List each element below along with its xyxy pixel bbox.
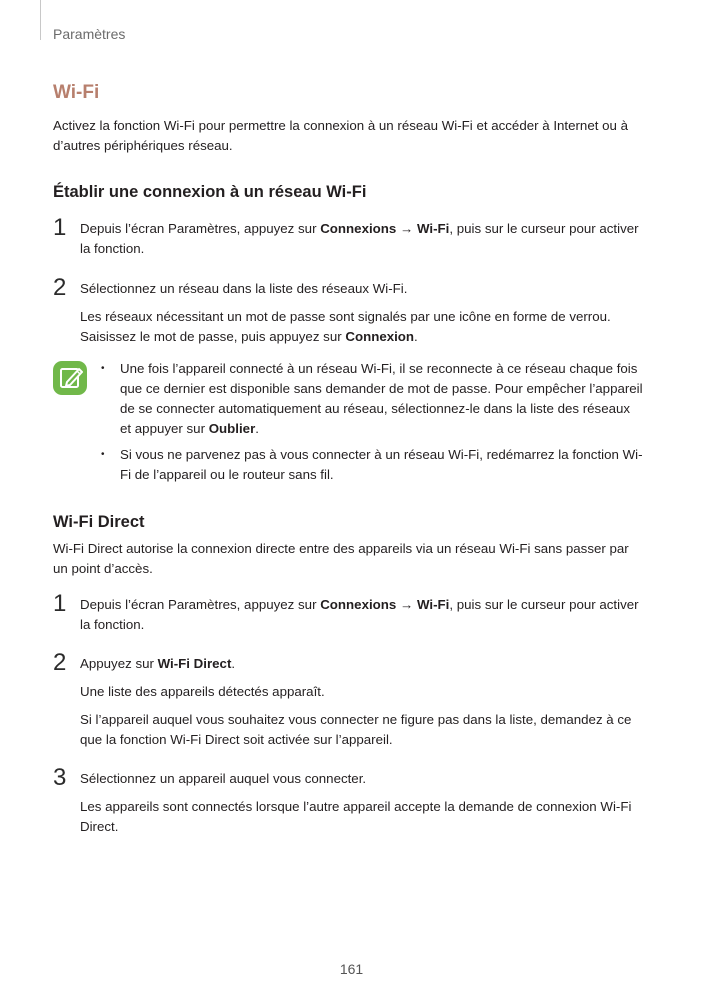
page-content [53,82,643,837]
arrow-symbol: → [396,221,417,236]
step-text-part: Depuis l’écran Paramètres, appuyez sur [80,597,321,612]
note-text: . [255,421,259,436]
menu-path-connexions: Connexions [320,597,397,612]
step-number: 2 [53,274,67,301]
connect-step-1 [53,214,643,259]
step-text-part: . [231,656,236,671]
direct-step-1 [53,590,643,635]
step-text [80,219,643,259]
step-text-part: , puis sur le curseur pour activer la fonction. [80,597,639,632]
note-text: Si vous ne parvenez pas à vous connecter à un réseau Wi-Fi, redémarrez la fonction Wi-Fi de l’appareil ou le routeur sans fil. [120,447,643,482]
step-text [80,595,643,635]
wifi-direct-intro: Wi-Fi Direct autorise la connexion directe entre des appareils via un réseau Wi-Fi sans passer par un point d’accès. [53,541,629,576]
step-text-part: Depuis l’écran Paramètres, appuyez sur [80,221,321,236]
bullet: • [101,363,105,374]
step-number: 2 [53,649,67,676]
button-name-oublier: Oublier [208,421,256,436]
section-intro: Activez la fonction Wi-Fi pour permettre la connexion à un réseau Wi-Fi et accéder à Internet ou à d’autres périphériques réseau. [53,118,628,153]
note-item [101,445,643,485]
step-detail [80,307,643,347]
note-box [53,359,643,485]
step-detail: Une liste des appareils détectés apparaît. [80,684,325,699]
connect-heading: Établir une connexion à un réseau Wi-Fi [53,183,367,201]
header-rule [40,0,41,40]
bullet: • [101,449,105,460]
menu-item-wifi-direct: Wi-Fi Direct [157,656,232,671]
running-header: Paramètres [53,26,126,42]
menu-path-connexions: Connexions [320,221,397,236]
section-title: Wi-Fi [53,82,100,103]
wifi-direct-heading: Wi-Fi Direct [53,513,145,531]
direct-step-2 [53,649,643,750]
button-name-connexion: Connexion [345,329,415,344]
step-text [80,654,643,674]
connect-step-2 [53,274,643,347]
note-pencil-icon [53,361,87,395]
step-text-part: Appuyez sur [80,656,158,671]
step-number: 1 [53,214,67,241]
step-number: 1 [53,590,67,617]
note-text: Une fois l’appareil connecté à un réseau Wi-Fi, il se reconnecte à ce réseau chaque fois que ce dernier est disponible sans demander de mot de passe. Pour empêcher l’appareil de se connecter automatiquement au réseau, sélectionnez-le dans la liste des réseaux et appuyer sur [120,361,643,436]
step-text-part: , puis sur le curseur pour activer la fonction. [80,221,639,256]
step-detail: Les appareils sont connectés lorsque l’autre appareil accepte la demande de connexion Wi-Fi Direct. [80,799,632,834]
step-detail: Si l’appareil auquel vous souhaitez vous connecter ne figure pas dans la liste, demandez à ce que la fonction Wi-Fi Direct soit activée sur l’appareil. [80,712,632,747]
note-item [101,359,643,439]
menu-path-wifi: Wi-Fi [416,221,450,236]
arrow-symbol: → [396,597,417,612]
page-number: 161 [339,961,364,977]
step-text: Sélectionnez un réseau dans la liste des réseaux Wi-Fi. [80,281,408,296]
step-text: Sélectionnez un appareil auquel vous connecter. [80,771,367,786]
menu-path-wifi: Wi-Fi [416,597,450,612]
step-text-part: Les réseaux nécessitant un mot de passe sont signalés par une icône en forme de verrou. Saisissez le mot de passe, puis appuyez sur [80,309,611,344]
step-text-part: . [414,329,418,344]
step-number: 3 [53,764,67,791]
direct-step-3 [53,764,643,837]
